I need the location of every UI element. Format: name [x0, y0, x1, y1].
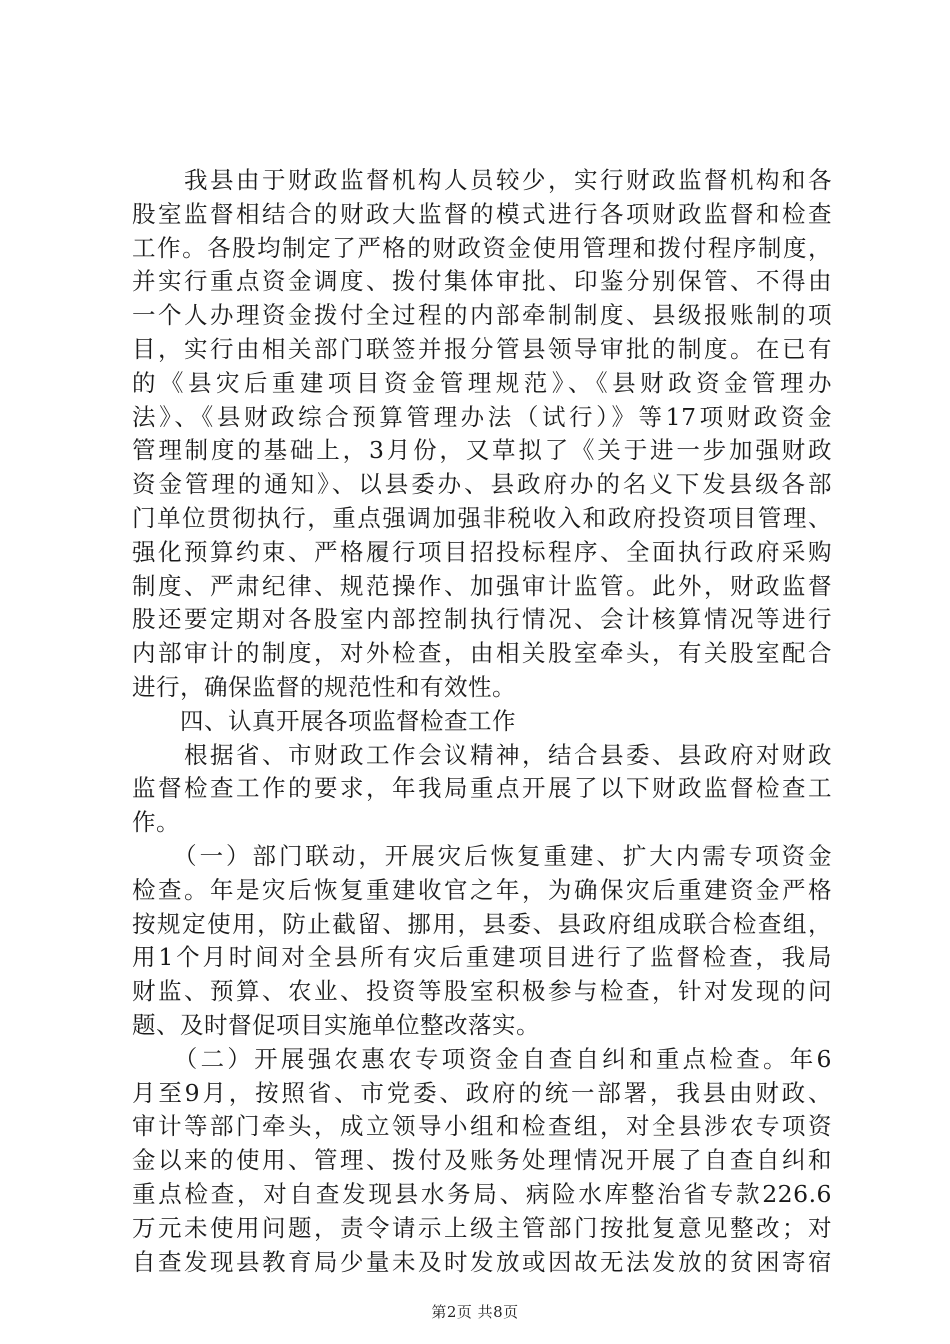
text-line: 股还要定期对各股室内部控制执行情况、会计核算情况等进行	[132, 605, 832, 634]
text-line: （二）开展强农惠农专项资金自查自纠和重点检查。年6	[132, 1044, 832, 1073]
text-line: 内部审计的制度，对外检查，由相关股室牵头，有关股室配合	[132, 639, 832, 668]
text-line: 重点检查，对自查发现县水务局、病险水库整治省专款226.6	[132, 1179, 832, 1208]
text-line: 月至9月，按照省、市党委、政府的统一部署，我县由财政、	[132, 1078, 832, 1107]
text-line: 的《县灾后重建项目资金管理规范》、《县财政资金管理办	[132, 368, 832, 397]
text-line: 强化预算约束、严格履行项目招投标程序、全面执行政府采购	[132, 537, 832, 566]
text-line: 检查。年是灾后恢复重建收官之年，为确保灾后重建资金严格	[132, 875, 832, 904]
text-line: 根据省、市财政工作会议精神，结合县委、县政府对财政	[132, 740, 832, 769]
text-line: 工作。各股均制定了严格的财政资金使用管理和拨付程序制度，	[132, 233, 832, 262]
text-line: （一）部门联动，开展灾后恢复重建、扩大内需专项资金	[132, 841, 832, 870]
text-line: 管理制度的基础上，3月份，又草拟了《关于进一步加强财政	[132, 436, 832, 465]
text-line: 监督检查工作的要求，年我局重点开展了以下财政监督检查工	[132, 774, 832, 803]
text-line: 财监、预算、农业、投资等股室积极参与检查，针对发现的问	[132, 977, 832, 1006]
text-line: 法》、《县财政综合预算管理办法（试行）》等17项财政资金	[132, 402, 832, 431]
text-line: 股室监督相结合的财政大监督的模式进行各项财政监督和检查	[132, 199, 832, 228]
text-line: 审计等部门牵头，成立领导小组和检查组，对全县涉农专项资	[132, 1112, 832, 1141]
text-line: 进行，确保监督的规范性和有效性。	[132, 672, 516, 701]
text-line: 一个人办理资金拨付全过程的内部牵制制度、县级报账制的项	[132, 301, 832, 330]
text-line: 我县由于财政监督机构人员较少，实行财政监督机构和各	[132, 166, 832, 194]
text-line: 并实行重点资金调度、拨付集体审批、印鉴分别保管、不得由	[132, 267, 832, 296]
text-line: 金以来的使用、管理、拨付及账务处理情况开展了自查自纠和	[132, 1146, 832, 1175]
text-line: 题、及时督促项目实施单位整改落实。	[132, 1010, 540, 1039]
text-line: 自查发现县教育局少量未及时发放或因故无法发放的贫困寄宿	[132, 1247, 832, 1276]
text-line: 制度、严肃纪律、规范操作、加强审计监管。此外，财政监督	[132, 571, 832, 600]
text-line: 用1个月时间对全县所有灾后重建项目进行了监督检查，我局	[132, 943, 832, 972]
section-heading: 四、认真开展各项监督检查工作	[132, 706, 516, 735]
document-body	[132, 164, 832, 1279]
text-line: 作。	[132, 808, 180, 837]
text-line: 万元未使用问题，责令请示上级主管部门按批复意见整改；对	[132, 1213, 832, 1242]
text-line: 按规定使用，防止截留、挪用，县委、县政府组成联合检查组，	[132, 909, 832, 938]
text-line: 目，实行由相关部门联签并报分管县领导审批的制度。在已有	[132, 334, 832, 363]
text-line: 门单位贯彻执行，重点强调加强非税收入和政府投资项目管理、	[132, 503, 832, 532]
page-number-footer: 第2页 共8页	[431, 1303, 519, 1321]
text-line: 资金管理的通知》、以县委办、县政府办的名义下发县级各部	[132, 470, 832, 499]
